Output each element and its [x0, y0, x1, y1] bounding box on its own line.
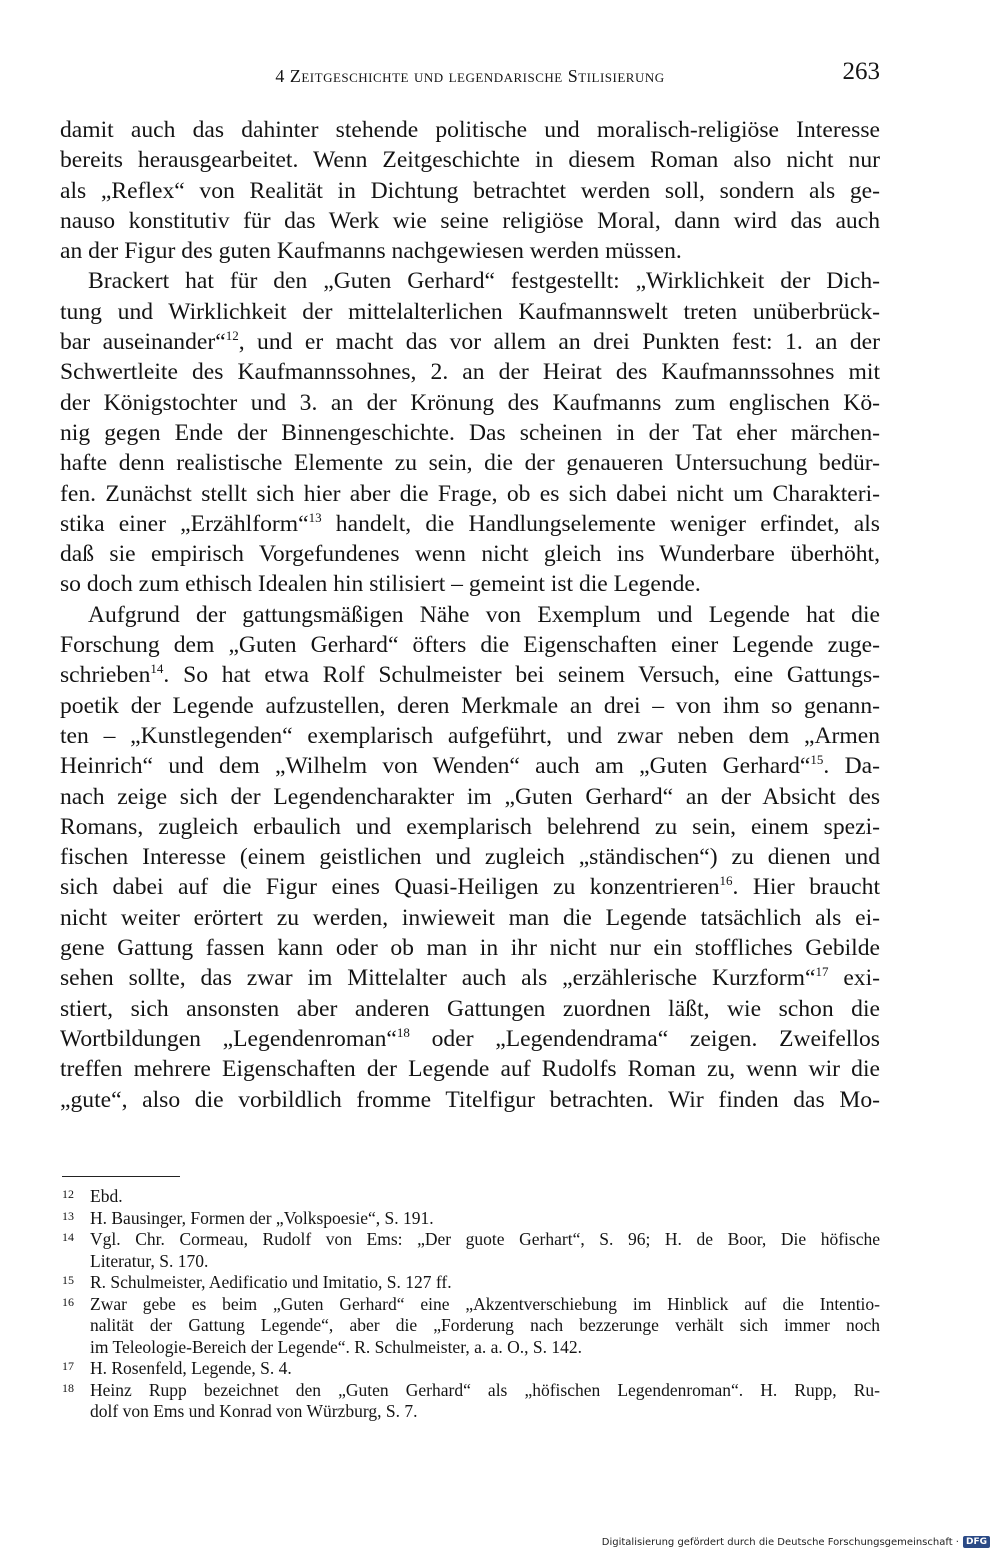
text-line [60, 388, 880, 418]
text-segment: oder „Legendendrama“ zeigen. Zweifellos [409, 1025, 880, 1052]
footnote-line: Zwar gebe es beim „Guten Gerhard“ eine „Akzentverschiebung im Hinblick auf die Intentio- [90, 1293, 880, 1314]
footnote-number: 13 [62, 1208, 74, 1223]
footnote-line: dolf von Ems und Konrad von Würzburg, S. 7. [90, 1401, 418, 1421]
text-line [60, 1024, 880, 1054]
footnote [60, 1186, 880, 1208]
text-segment: damit auch das dahinter stehende politische und moralisch-religiöse Interesse [60, 117, 880, 143]
text-segment: Brackert hat für den „Guten Gerhard“ festgestellt: „Wirklichkeit der Dich- [88, 268, 880, 295]
footnote-line: Literatur, S. 170. [90, 1250, 209, 1271]
text-line [60, 145, 880, 175]
text-line [60, 236, 880, 266]
footnote-line: Ebd. [90, 1186, 123, 1206]
text-line [60, 266, 880, 296]
footnote [60, 1358, 880, 1380]
text-segment: Heinrich“ und dem „Wilhelm von Wenden“ auch am „Guten Gerhard“ [60, 753, 811, 780]
text-segment: nach zeige sich der Legendencharakter im „Guten Gerhard“ an der Absicht des [60, 783, 880, 810]
footnote-ref[interactable]: 16 [719, 873, 733, 889]
text-line [60, 1085, 880, 1115]
text-line [60, 1054, 880, 1084]
text-line [60, 842, 880, 872]
text-line [60, 539, 880, 569]
footnotes [60, 1186, 880, 1423]
text-segment: . So hat etwa Rolf Schulmeister bei seinem Versuch, eine Gattungs- [163, 662, 880, 689]
text-segment: bereits herausgearbeitet. Wenn Zeitgeschichte in diesem Roman also nicht nur [60, 147, 880, 174]
text-segment: gene Gattung fassen kann oder ob man in ihr nicht nur ein stoffliches Gebilde [60, 935, 880, 962]
text-segment: nig gegen Ende der Binnengeschichte. Das scheinen in der Tat eher märchen- [60, 419, 880, 446]
footnote-number: 12 [62, 1187, 74, 1201]
text-line [60, 812, 880, 842]
running-title: 4 Zeitgeschichte und legendarische Stilisierung [275, 66, 665, 86]
text-line [60, 509, 880, 539]
text-line [60, 751, 880, 781]
text-segment: bar auseinander“ [60, 329, 226, 356]
footnote-ref[interactable]: 18 [396, 1024, 410, 1040]
text-segment: an der Figur des guten Kaufmanns nachgewiesen werden müssen. [60, 238, 682, 265]
text-line [60, 479, 880, 509]
footnote [60, 1380, 880, 1423]
text-segment: Forschung dem „Guten Gerhard“ öfters die Eigenschaften einer Legende zuge- [60, 632, 880, 659]
text-segment: handelt, die Handlungselemente weniger erfindet, als [321, 510, 880, 537]
text-line [60, 933, 880, 963]
text-line [60, 994, 880, 1024]
text-line [60, 569, 880, 599]
text-line [60, 691, 880, 721]
dfg-logo: DFG [963, 1536, 990, 1548]
footnote [60, 1229, 880, 1272]
text-segment: sehen sollte, das zwar im Mittelalter auch als „erzählerische Kurzform“ [60, 965, 816, 992]
text-segment: so doch zum ethisch Idealen hin stilisiert – gemeint ist die Legende. [60, 571, 701, 598]
digitization-footer [602, 1536, 990, 1548]
text-line [60, 903, 880, 933]
footnote-ref[interactable]: 14 [150, 661, 164, 677]
text-segment: fischen Interesse (einem geistlichen und zugleich „ständischen“) zu dienen und [60, 844, 880, 871]
running-header [60, 58, 880, 92]
text-segment: Aufgrund der gattungsmäßigen Nähe von Exemplum und Legende hat die [88, 601, 880, 628]
footnote-line: Vgl. Chr. Cormeau, Rudolf von Ems: „Der guote Gerhart“, S. 96; H. de Boor, Die höfische [90, 1229, 880, 1249]
text-segment: der Königstochter und 3. an der Krönung des Kaufmanns zum englischen Kö- [60, 389, 880, 416]
text-segment: als „Reflex“ von Realität in Dichtung betrachtet werden soll, sondern als ge- [60, 177, 880, 204]
text-segment: exi- [828, 965, 880, 992]
text-line [60, 782, 880, 812]
footnote-line: im Teleologie-Bereich der Legende“. R. Schulmeister, a. a. O., S. 142. [90, 1336, 582, 1357]
text-line [60, 176, 880, 206]
footnote-line: nalität der Gattung Legende“, aber die „Forderung nach bezzerunge verhält sich immer noch [90, 1315, 880, 1335]
text-segment: fen. Zunächst stellt sich hier aber die Frage, ob es sich dabei nicht um Charakteri- [60, 480, 880, 507]
footnote-number: 15 [62, 1273, 74, 1287]
text-line [60, 660, 880, 690]
text-segment: , und er macht das vor allem an drei Punkten fest: 1. an der [238, 329, 880, 356]
footnote-number: 18 [62, 1380, 74, 1395]
footnote-ref[interactable]: 13 [308, 509, 322, 525]
text-line [60, 357, 880, 387]
footnote [60, 1208, 880, 1230]
text-line [60, 115, 880, 145]
footnote-ref[interactable]: 15 [810, 752, 824, 768]
text-segment: Schwertleite des Kaufmannssohnes, 2. an der Heirat des Kaufmannssohnes mit [60, 359, 880, 386]
text-segment: stiert, sich ansonsten aber anderen Gattungen zuordnen läßt, wie schon die [60, 995, 880, 1022]
text-line [60, 630, 880, 660]
text-segment: hafte denn realistische Elemente zu sein, die der genaueren Untersuchung bedür- [60, 450, 880, 477]
main-text [60, 115, 880, 1115]
text-line [60, 297, 880, 327]
text-line [60, 963, 880, 993]
text-line [60, 721, 880, 751]
text-segment: Romans, zugleich erbaulich und exemplarisch belehrend zu sein, einem spezi- [60, 813, 880, 840]
text-segment: ten – „Kunstlegenden“ exemplarisch aufgeführt, und zwar neben dem „Armen [60, 722, 880, 749]
text-segment: daß sie empirisch Vorgefundenes wenn nicht gleich ins Wunderbare überhöht, [60, 541, 880, 568]
text-line [60, 600, 880, 630]
text-segment: . Da- [823, 753, 880, 780]
footer-text: Digitalisierung gefördert durch die Deutsche Forschungsgemeinschaft · [601, 1536, 959, 1548]
text-segment: stika einer „Erzählform“ [60, 510, 309, 537]
text-segment: schrieben [60, 662, 151, 689]
footnote-line: H. Bausinger, Formen der „Volkspoesie“, S. 191. [90, 1207, 434, 1228]
footnote-line: Heinz Rupp bezeichnet den „Guten Gerhard“ als „höfischen Legendenroman“. H. Rupp, Ru- [90, 1379, 880, 1400]
text-line [60, 872, 880, 902]
text-segment: nicht weiter erörtert zu werden, inwieweit man die Legende tatsächlich als ei- [60, 904, 880, 931]
text-segment: . Hier braucht [732, 874, 880, 901]
footnote-line: R. Schulmeister, Aedificatio und Imitatio, S. 127 ff. [90, 1272, 452, 1292]
footnote-ref[interactable]: 17 [815, 964, 829, 980]
text-line [60, 206, 880, 236]
footnote-number: 14 [62, 1230, 74, 1244]
text-segment: sich dabei auf die Figur eines Quasi-Heiligen zu konzentrieren [60, 874, 720, 901]
text-line [60, 448, 880, 478]
footnote-separator [62, 1176, 180, 1177]
text-line [60, 418, 880, 448]
footnote [60, 1294, 880, 1359]
footnote-number: 16 [62, 1294, 74, 1309]
text-segment: tung und Wirklichkeit der mittelalterlichen Kaufmannswelt treten unüberbrück- [60, 298, 880, 325]
text-segment: nauso konstitutiv für das Werk wie seine religiöse Moral, dann wird das auch [60, 207, 880, 234]
text-line [60, 327, 880, 357]
text-segment: „gute“, also die vorbildlich fromme Titelfigur betrachten. Wir finden das Mo- [60, 1086, 880, 1113]
text-segment: treffen mehrere Eigenschaften der Legende auf Rudolfs Roman zu, wenn wir die [60, 1056, 880, 1083]
text-segment: poetik der Legende aufzustellen, deren Merkmale an drei – von ihm so genann- [60, 692, 880, 719]
page-number: 263 [842, 58, 880, 85]
footnote-line: H. Rosenfeld, Legende, S. 4. [90, 1358, 292, 1378]
footnote [60, 1272, 880, 1294]
footnote-number: 17 [62, 1359, 74, 1373]
text-segment: Wortbildungen „Legendenroman“ [60, 1025, 397, 1052]
footnote-ref[interactable]: 12 [225, 328, 239, 344]
